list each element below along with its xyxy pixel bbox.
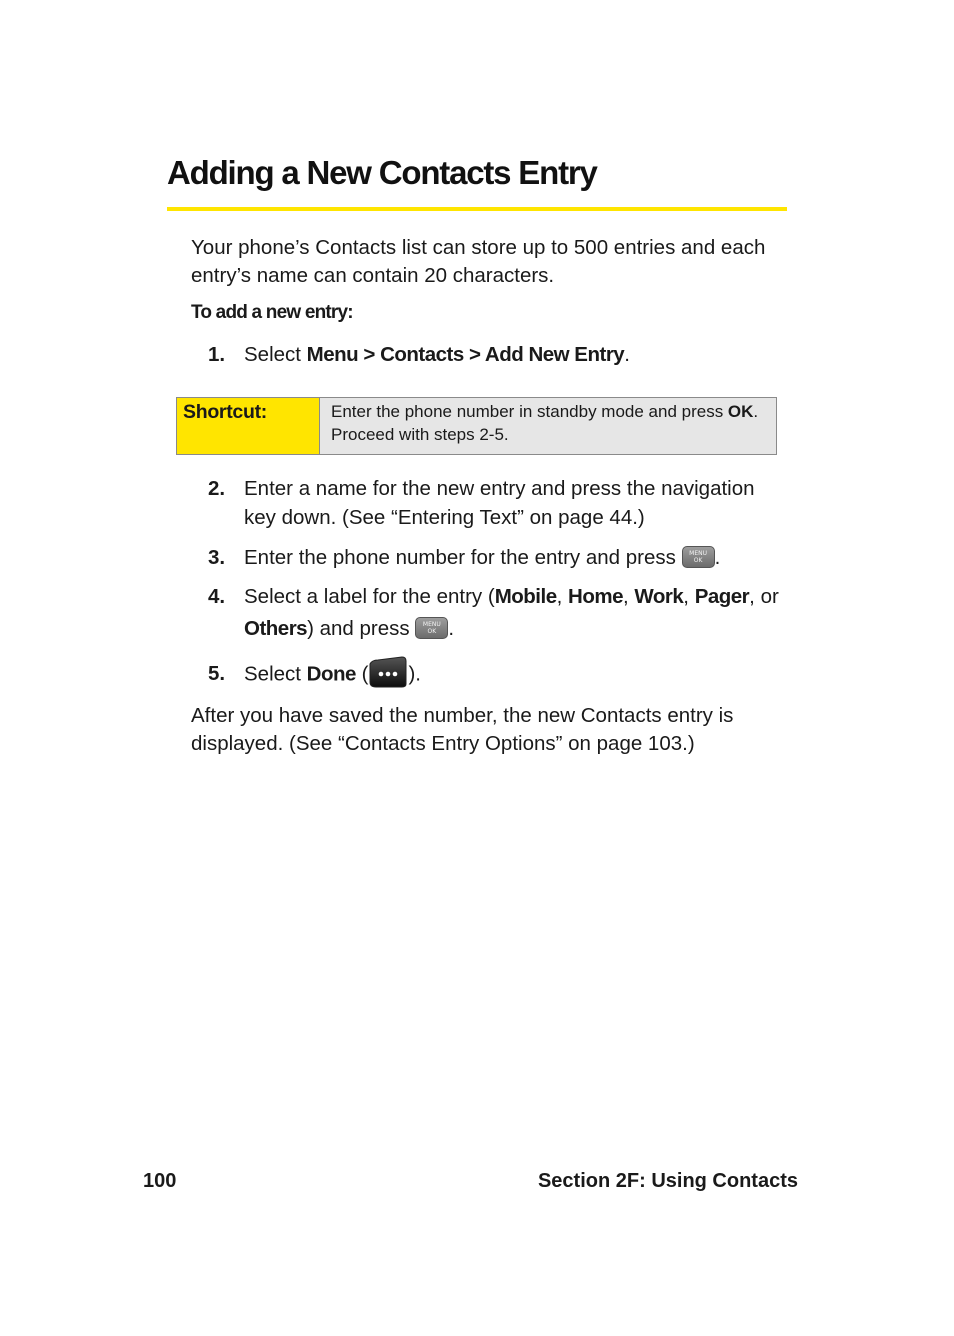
add-new-entry-term: Add New Entry — [484, 343, 625, 366]
ok-term: OK — [727, 402, 754, 421]
work-term: Work — [634, 585, 684, 608]
intro-paragraph: Your phone’s Contacts list can store up to 500 entries and each entry’s name can contain 20 characters. — [191, 236, 766, 287]
shortcut-box — [176, 397, 777, 455]
shortcut-label: Shortcut: — [177, 398, 320, 454]
right-softkey-icon — [368, 656, 408, 688]
menu-ok-key-icon: MENU OK — [682, 546, 715, 568]
step-number: 5. — [208, 662, 226, 685]
step-number: 4. — [208, 585, 226, 608]
step-number: 3. — [208, 546, 226, 569]
closing-paragraph: After you have saved the number, the new Contacts entry is displayed. (See “Contacts Entry Options” on page 103.) — [191, 704, 734, 755]
title-underline — [167, 207, 787, 211]
step-2 — [208, 474, 788, 532]
others-term: Others — [244, 617, 308, 640]
step-text: Enter a name for the new entry and press the navigation key down. (See “Entering Text” on page 44.) — [244, 477, 755, 529]
menu-term: Menu — [306, 343, 359, 366]
section-label: Section 2F: Using Contacts — [537, 1170, 798, 1192]
page-number: 100 — [143, 1170, 177, 1192]
procedure-subheading: To add a new entry: — [191, 302, 353, 323]
step-text: Select Done ( ). — [244, 659, 788, 691]
step-text: Enter the phone number for the entry and press MENU OK . — [244, 546, 721, 569]
shortcut-text: Enter the phone number in standby mode and press OK. Proceed with steps 2-5. — [320, 398, 776, 454]
menu-ok-key-icon: MENU OK — [415, 617, 448, 639]
mobile-term: Mobile — [494, 585, 557, 608]
step-number: 2. — [208, 477, 226, 500]
step-5 — [208, 659, 788, 691]
done-term: Done — [306, 662, 356, 686]
step-1 — [208, 340, 788, 369]
step-text: Select a label for the entry (Mobile, Home, Work, Pager, or Others) and press MENU OK . — [244, 585, 779, 640]
step-3 — [208, 543, 788, 572]
step-text: Select Menu > Contacts > Add New Entry. — [244, 343, 630, 366]
step-number: 1. — [208, 343, 226, 366]
contacts-term: Contacts — [380, 343, 464, 366]
pager-term: Pager — [694, 585, 750, 608]
page-title: Adding a New Contacts Entry — [167, 154, 597, 191]
step-4 — [208, 581, 788, 645]
home-term: Home — [568, 585, 623, 608]
